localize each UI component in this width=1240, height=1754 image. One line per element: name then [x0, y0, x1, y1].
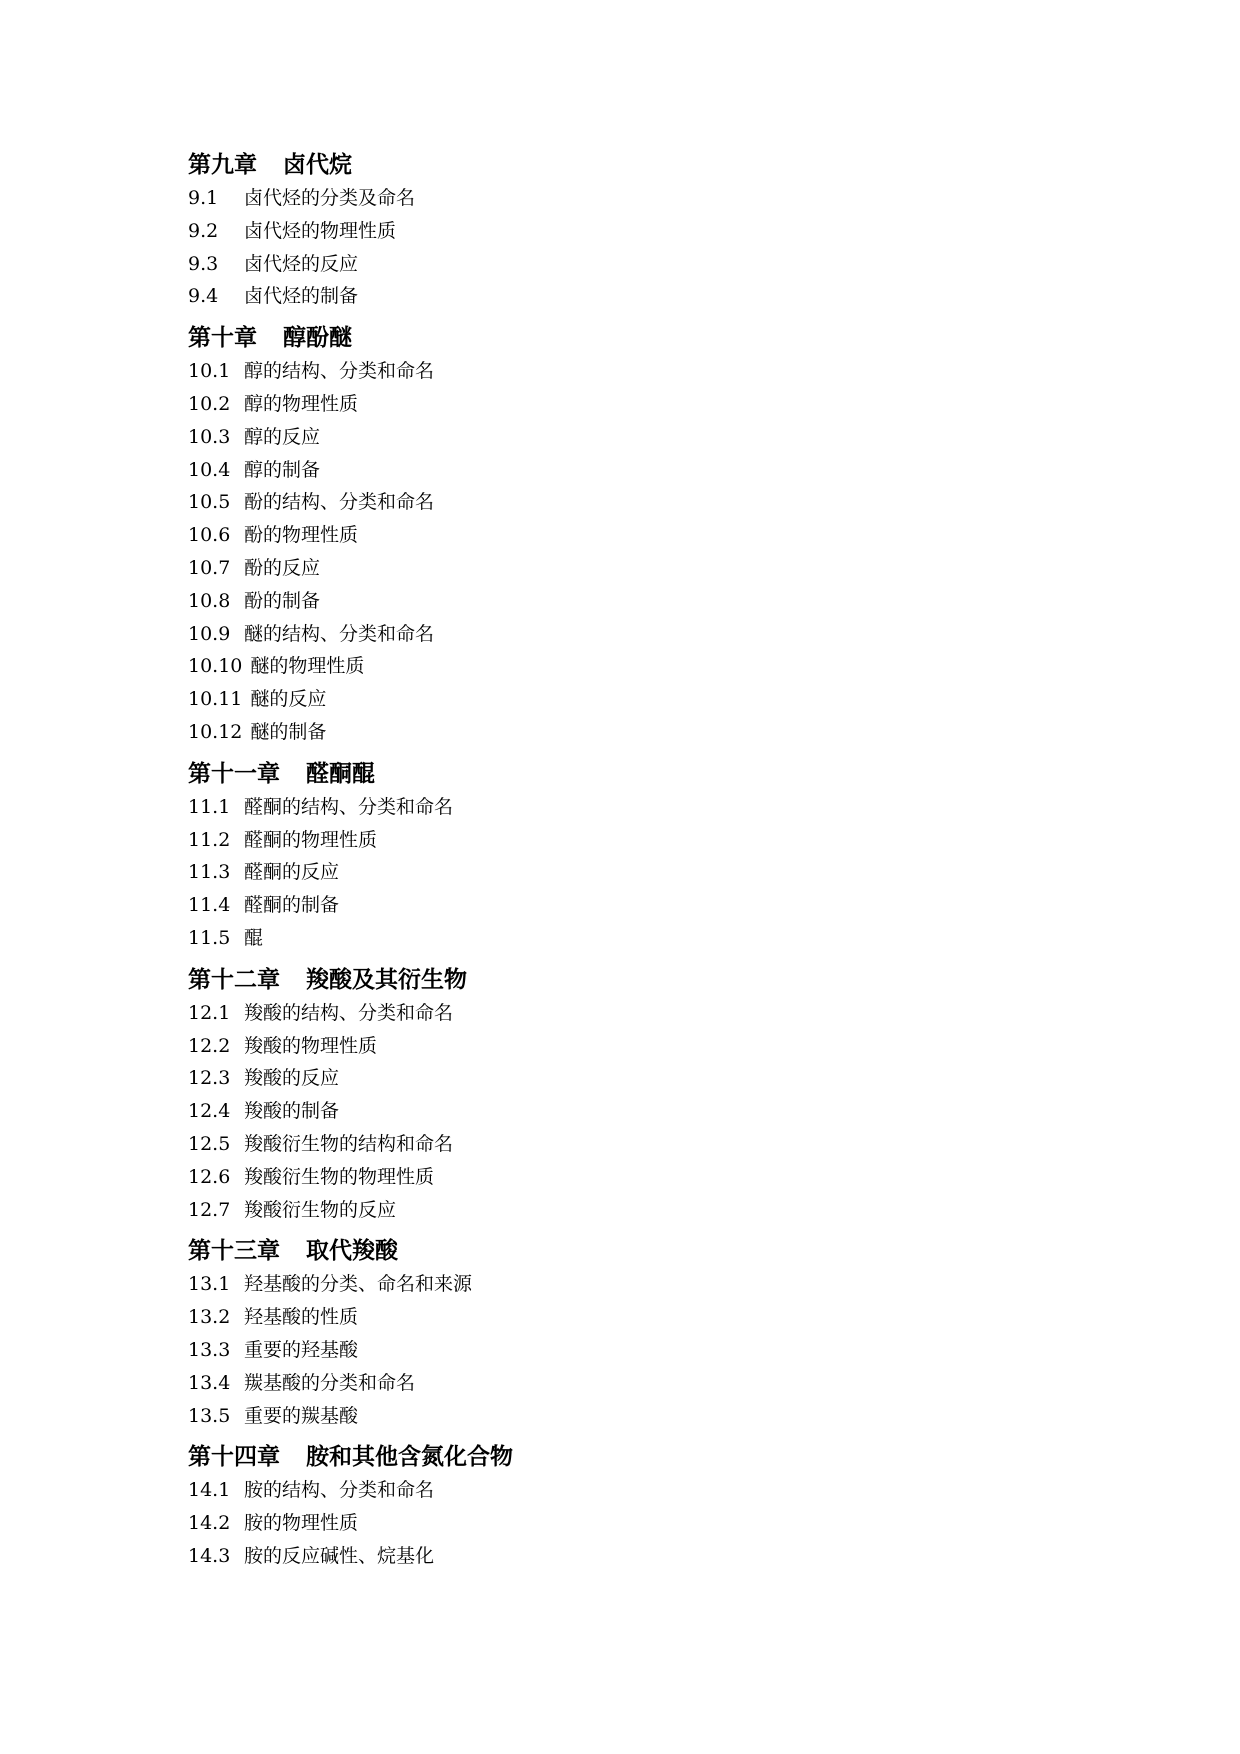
- section-number: 11.2: [188, 828, 231, 851]
- section-entry: [188, 650, 1088, 683]
- section-entry: [188, 1062, 1088, 1095]
- section-entry: [188, 248, 1088, 281]
- section-number: 12.7: [188, 1198, 231, 1221]
- section-title: 重要的羰基酸: [244, 1404, 359, 1427]
- section-number: 12.1: [188, 1001, 231, 1024]
- section-entry: [188, 683, 1088, 716]
- chapter-block: [188, 321, 1088, 749]
- chapter-title: 羧酸及其衍生物: [306, 966, 467, 993]
- section-title: 醇的结构、分类和命名: [244, 360, 435, 383]
- section-title: 羟基酸的性质: [244, 1306, 359, 1329]
- section-number: 12.4: [188, 1100, 231, 1123]
- section-entry: [188, 280, 1088, 313]
- section-title: 醇的物理性质: [244, 392, 359, 415]
- section-title: 醚的反应: [250, 688, 327, 711]
- chapter-block: [188, 757, 1088, 955]
- chapter-number: 第十三章: [188, 1238, 280, 1265]
- section-entry: [188, 1128, 1088, 1161]
- section-title: 卤代烃的反应: [244, 252, 359, 275]
- section-number: 10.11: [188, 688, 243, 711]
- section-entry: [188, 519, 1088, 552]
- section-title: 羧酸衍生物的反应: [244, 1198, 397, 1221]
- chapter-number: 第十四章: [188, 1444, 280, 1471]
- section-title: 卤代烃的制备: [244, 285, 359, 308]
- section-title: 卤代烃的分类及命名: [244, 187, 416, 209]
- section-entry: [188, 1161, 1088, 1194]
- chapter-heading: [188, 1234, 1088, 1268]
- section-number: 13.2: [188, 1306, 231, 1329]
- chapter-heading: [188, 1440, 1088, 1474]
- section-title: 羧酸的结构、分类和命名: [244, 1001, 454, 1024]
- chapter-number: 第十章: [188, 325, 257, 352]
- section-number: 14.3: [188, 1544, 231, 1567]
- section-title: 羧酸衍生物的物理性质: [244, 1165, 435, 1188]
- section-number: 12.3: [188, 1067, 231, 1090]
- section-number: 10.2: [188, 392, 231, 415]
- section-number: 9.1: [188, 187, 219, 209]
- section-entry: [188, 889, 1088, 922]
- section-number: 11.5: [188, 926, 231, 949]
- section-number: 12.6: [188, 1165, 231, 1188]
- chapter-title: 卤代烷: [283, 152, 352, 178]
- section-entry: [188, 1540, 1088, 1573]
- section-title: 胺的反应碱性、烷基化: [244, 1544, 435, 1567]
- section-entry: [188, 716, 1088, 749]
- section-entry: [188, 454, 1088, 487]
- section-number: 11.3: [188, 861, 231, 884]
- section-title: 胺的结构、分类和命名: [244, 1479, 435, 1502]
- section-number: 10.10: [188, 655, 243, 678]
- section-title: 羰基酸的分类和命名: [244, 1371, 416, 1394]
- section-entry: [188, 1301, 1088, 1334]
- section-title: 醛酮的物理性质: [244, 828, 378, 851]
- chapter-block: [188, 1440, 1088, 1572]
- section-number: 13.3: [188, 1338, 231, 1361]
- section-number: 10.9: [188, 622, 231, 645]
- section-entry: [188, 215, 1088, 248]
- section-title: 醛酮的反应: [244, 861, 340, 884]
- section-title: 酚的反应: [244, 556, 321, 579]
- section-entry: [188, 1400, 1088, 1433]
- section-entry: [188, 1507, 1088, 1540]
- section-number: 10.8: [188, 589, 231, 612]
- section-entry: [188, 997, 1088, 1030]
- section-entry: [188, 1095, 1088, 1128]
- section-number: 14.1: [188, 1479, 231, 1502]
- section-entry: [188, 552, 1088, 585]
- section-number: 10.1: [188, 360, 231, 383]
- section-title: 羧酸的反应: [244, 1067, 340, 1090]
- chapter-heading: [188, 321, 1088, 355]
- section-number: 13.1: [188, 1273, 231, 1296]
- section-title: 卤代烃的物理性质: [244, 219, 397, 242]
- chapter-heading: [188, 757, 1088, 791]
- section-entry: [188, 388, 1088, 421]
- section-title: 胺的物理性质: [244, 1512, 359, 1535]
- chapter-number: 第九章: [188, 152, 257, 178]
- section-number: 10.3: [188, 425, 231, 448]
- section-title: 羧酸的物理性质: [244, 1034, 378, 1057]
- chapter-block: [188, 1234, 1088, 1432]
- section-entry: [188, 585, 1088, 618]
- section-title: 醇的反应: [244, 425, 321, 448]
- section-number: 10.12: [188, 720, 243, 743]
- chapter-block: [188, 148, 1088, 313]
- table-of-contents: [188, 148, 1088, 1573]
- section-entry: [188, 1268, 1088, 1301]
- section-title: 醛酮的结构、分类和命名: [244, 795, 454, 818]
- chapter-number: 第十一章: [188, 760, 280, 787]
- section-title: 醚的制备: [250, 720, 327, 743]
- section-title: 醌: [244, 926, 264, 949]
- section-number: 9.2: [188, 219, 219, 242]
- section-entry: [188, 922, 1088, 955]
- section-entry: [188, 486, 1088, 519]
- section-title: 重要的羟基酸: [244, 1338, 359, 1361]
- section-title: 酚的物理性质: [244, 524, 359, 547]
- section-title: 羧酸衍生物的结构和命名: [244, 1132, 454, 1155]
- section-entry: [188, 1030, 1088, 1063]
- section-title: 醚的结构、分类和命名: [244, 622, 435, 645]
- section-number: 10.7: [188, 556, 231, 579]
- chapter-title: 胺和其他含氮化合物: [306, 1444, 513, 1471]
- section-number: 13.4: [188, 1371, 231, 1394]
- section-title: 羧酸的制备: [244, 1100, 340, 1123]
- section-entry: [188, 791, 1088, 824]
- section-entry: [188, 1334, 1088, 1367]
- section-entry: [188, 1474, 1088, 1507]
- section-number: 11.4: [188, 894, 231, 917]
- chapter-heading: [188, 148, 1088, 182]
- chapter-title: 醛酮醌: [306, 760, 375, 787]
- section-entry: [188, 618, 1088, 651]
- chapter-number: 第十二章: [188, 966, 280, 993]
- section-entry: [188, 1367, 1088, 1400]
- section-number: 9.3: [188, 252, 219, 275]
- section-number: 12.5: [188, 1132, 231, 1155]
- section-number: 11.1: [188, 795, 231, 818]
- section-entry: [188, 856, 1088, 889]
- section-number: 10.5: [188, 491, 231, 514]
- section-title: 羟基酸的分类、命名和来源: [244, 1273, 473, 1296]
- section-entry: [188, 824, 1088, 857]
- chapter-block: [188, 963, 1088, 1227]
- section-title: 醛酮的制备: [244, 894, 340, 917]
- section-number: 13.5: [188, 1404, 231, 1427]
- section-title: 酚的制备: [244, 589, 321, 612]
- section-title: 醚的物理性质: [250, 655, 365, 678]
- section-entry: [188, 1194, 1088, 1227]
- section-entry: [188, 421, 1088, 454]
- chapter-heading: [188, 963, 1088, 997]
- section-number: 14.2: [188, 1512, 231, 1535]
- section-number: 12.2: [188, 1034, 231, 1057]
- chapter-title: 醇酚醚: [283, 325, 352, 352]
- chapter-title: 取代羧酸: [306, 1238, 398, 1265]
- section-title: 醇的制备: [244, 458, 321, 481]
- section-number: 9.4: [188, 285, 219, 308]
- section-title: 酚的结构、分类和命名: [244, 491, 435, 514]
- section-number: 10.6: [188, 524, 231, 547]
- section-entry: [188, 182, 1088, 215]
- section-entry: [188, 355, 1088, 388]
- section-number: 10.4: [188, 458, 231, 481]
